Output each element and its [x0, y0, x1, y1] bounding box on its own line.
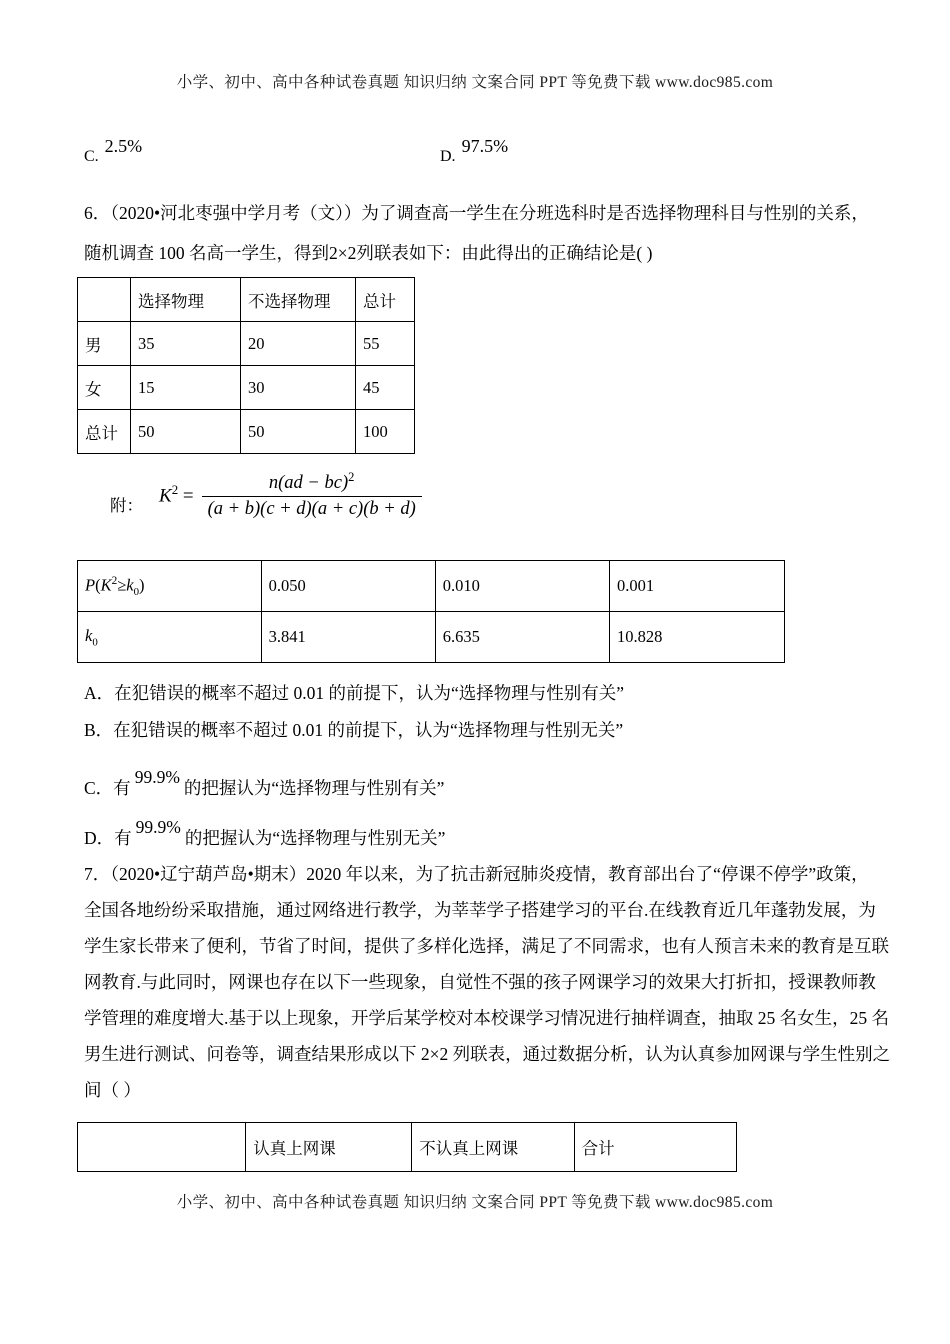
option-d-value: 97.5%	[461, 136, 509, 156]
table-cell: 30	[241, 366, 356, 410]
question6-option-c-tail: 的把握认为“选择物理与性别有关”	[183, 778, 445, 798]
question7-line1: 7．（2020•辽宁葫芦岛•期末）2020 年以来，为了抗击新冠肺炎疫情，教育部出台了“停课不停学”政策，	[84, 864, 869, 884]
question6-option-d-tail: 的把握认为“选择物理与性别无关”	[184, 828, 446, 848]
question6-option-c[interactable]	[84, 767, 445, 800]
table-cell: 55	[356, 322, 415, 366]
table-cell: 不认真上网课	[412, 1123, 574, 1172]
question6-option-c-label: C．有	[84, 778, 131, 798]
k-squared-formula	[110, 470, 422, 520]
table-cell: 女	[78, 366, 131, 410]
header-watermark: 小学、初中、高中各种试卷真题 知识归纳 文案合同 PPT 等免费下载 www.doc985.com	[176, 74, 774, 91]
formula-numerator: n(ad − bc)$^2$	[268, 470, 355, 494]
question6-option-c-percent: 99.9%	[134, 767, 180, 787]
question7-line2: 全国各地纷纷采取措施，通过网络进行教学，为莘莘学子搭建学习的平台.在线教育近几年蓬勃发展，为	[84, 900, 876, 920]
question6-option-d[interactable]	[84, 817, 446, 850]
table-row	[78, 561, 785, 612]
table-row	[78, 278, 415, 322]
table-cell: 认真上网课	[246, 1123, 412, 1172]
option-c-label: C.	[84, 148, 99, 165]
table-cell: 35	[131, 322, 241, 366]
question7-line3: 学生家长带来了便利，节省了时间，提供了多样化选择，满足了不同需求，也有人预言未来的教育是互联	[84, 936, 889, 956]
contingency-table-q7	[77, 1122, 737, 1172]
table-cell: 0.050	[261, 561, 435, 612]
footer-watermark: 小学、初中、高中各种试卷真题 知识归纳 文案合同 PPT 等免费下载 www.doc985.com	[176, 1194, 774, 1211]
question7-line7: 间（ ）	[84, 1080, 141, 1100]
question6-line2-part-b: 列联表如下：由此得出的正确结论是( )	[356, 243, 653, 263]
table-cell: 20	[241, 322, 356, 366]
table-cell: 50	[131, 410, 241, 454]
table-row	[78, 366, 415, 410]
table-cell: 10.828	[609, 612, 784, 663]
table-cell: 0.001	[609, 561, 784, 612]
table-cell: 6.635	[435, 612, 609, 663]
formula-denominator: (a + b)(c + d)(a + c)(b + d)	[202, 496, 422, 520]
question7-line5: 学管理的难度增大.基于以上现象，开学后某学校对本校课学习情况进行抽样调查，抽取 25 名女生，25 名	[84, 1008, 889, 1028]
table-cell: 3.841	[261, 612, 435, 663]
question6-option-b[interactable]: B．在犯错误的概率不超过 0.01 的前提下，认为“选择物理与性别无关”	[84, 720, 624, 740]
table-cell: 15	[131, 366, 241, 410]
table-cell: 选择物理	[131, 278, 241, 322]
table-cell: 男	[78, 322, 131, 366]
question6-line1: 6．（2020•河北枣强中学月考（文））为了调查高一学生在分班选科时是否选择物理科目与性别的关系，	[84, 203, 869, 223]
question7-line4: 网教育.与此同时，网课也存在以下一些现象，自觉性不强的孩子网课学习的效果大打折扣，授课教师教	[84, 972, 876, 992]
table-cell	[78, 278, 131, 322]
table-cell	[78, 1123, 246, 1172]
table-row	[78, 410, 415, 454]
question6-option-d-label: D．有	[84, 828, 132, 848]
formula-lhs: $K^2$ =	[159, 482, 194, 507]
table-cell: 45	[356, 366, 415, 410]
option-d-label: D.	[440, 148, 456, 165]
option-c-value: 2.5%	[104, 136, 143, 156]
question6-line2-part-a: 随机调查 100 名高一学生，得到	[84, 243, 329, 263]
question6-option-d-percent: 99.9%	[135, 817, 181, 837]
option-d-previous[interactable]	[440, 136, 509, 166]
question6-line2	[84, 245, 652, 263]
question6-line2-math: 2×2	[329, 243, 357, 263]
option-c-previous[interactable]	[84, 136, 143, 166]
table-cell-probability-label: $P(K^2\ge k_0)$	[78, 561, 262, 612]
critical-values-table	[77, 560, 785, 663]
table-cell: 总计	[78, 410, 131, 454]
formula-prefix: 附：	[110, 496, 143, 516]
table-cell: 100	[356, 410, 415, 454]
table-cell: 50	[241, 410, 356, 454]
table-cell-k0-label: $k_0$	[78, 612, 262, 663]
question7-line6: 男生进行测试、问卷等，调查结果形成以下 2×2 列联表，通过数据分析，认为认真参加网课与学生性别之	[84, 1044, 891, 1064]
contingency-table-q6	[77, 277, 415, 454]
table-row	[78, 322, 415, 366]
table-cell: 不选择物理	[241, 278, 356, 322]
table-row	[78, 612, 785, 663]
formula-fraction	[202, 470, 422, 520]
question6-option-a[interactable]: A．在犯错误的概率不超过 0.01 的前提下，认为“选择物理与性别有关”	[84, 683, 625, 703]
table-cell: 0.010	[435, 561, 609, 612]
table-cell: 总计	[356, 278, 415, 322]
table-cell: 合计	[574, 1123, 736, 1172]
table-row	[78, 1123, 737, 1172]
